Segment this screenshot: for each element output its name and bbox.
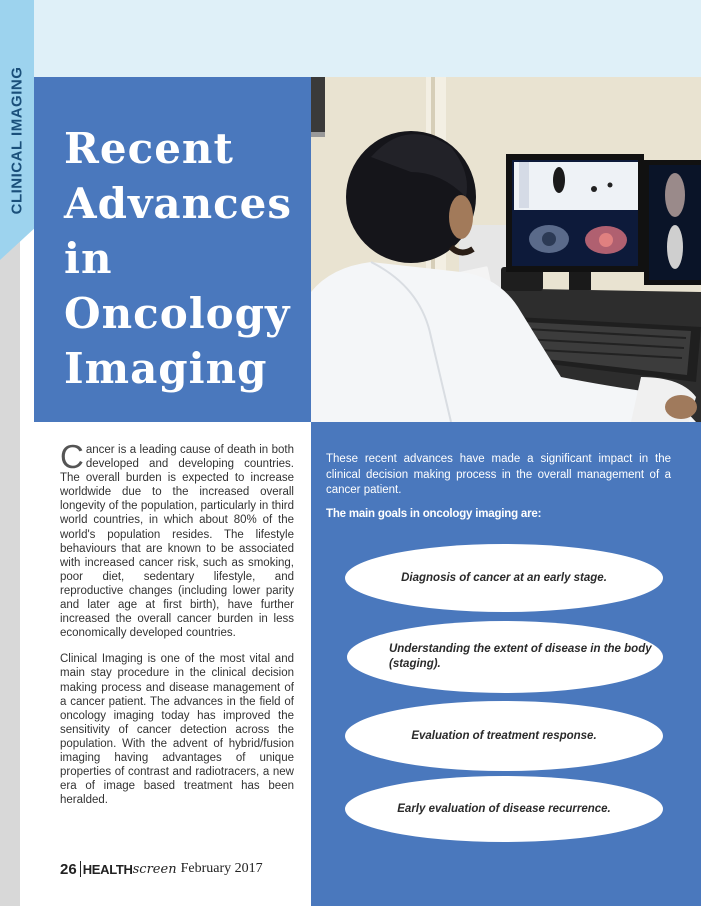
photo-illustration — [311, 77, 701, 422]
body-paragraph: Clinical Imaging is one of the most vital and main stay procedure in the clinical decision making process and disease management of a cancer patient. The advances in the field of oncology imaging today has improved the sensitivity of cancer detection across the population. With the advent of hybrid/fusion imaging having advantages of unique properties of contrast and radiotracers, a new era of image based treatment has been heralded. — [60, 653, 294, 807]
page-footer — [60, 859, 263, 879]
paragraph-text: ancer is a leading cause of death in both developed and developing countries. The overall burden is expected to increase worldwide due to the increased overall longevity of the population, particularly in third world countries, in which about 80% of the world's population resides. The lifestyle behaviours that are known to be associated with increased cancer risk, such as smoking, poor diet, sedentary lifestyle, and reproductive changes (including lower parity and later age at first birth), have further increased the overall cancer burden in less economically developed countries. — [60, 444, 294, 640]
body-paragraph — [60, 438, 294, 640]
magazine-brand-screen: screen — [132, 861, 177, 877]
title-line: in — [64, 234, 113, 283]
goal-oval — [347, 621, 663, 693]
page-title — [64, 121, 314, 396]
title-block — [34, 77, 311, 422]
goal-text: Understanding the extent of disease in the body (staging). — [389, 643, 652, 670]
goal-oval — [345, 776, 663, 842]
right-intro-text: These recent advances have made a significant impact in the clinical decision making process in the overall management of a cancer patient. — [326, 453, 671, 496]
goal-text: Early evaluation of disease recurrence. — [397, 802, 611, 815]
goal-oval — [345, 544, 663, 612]
title-line: Recent — [64, 124, 234, 173]
title-line: Imaging — [64, 344, 268, 393]
title-line: Oncology — [64, 289, 291, 338]
section-label-text: CLINICAL IMAGING — [8, 66, 26, 214]
goal-oval — [345, 701, 663, 771]
magazine-brand-health: HEALTH — [82, 861, 133, 877]
goal-text: Diagnosis of cancer at an early stage. — [401, 571, 607, 584]
doctor-workstation-photo — [311, 77, 701, 422]
goal-text: Evaluation of treatment response. — [411, 729, 597, 742]
issue-date: February 2017 — [180, 861, 263, 876]
footer-divider — [80, 861, 81, 877]
drop-cap: C — [60, 438, 84, 475]
right-panel — [311, 422, 701, 906]
title-line: Advances — [64, 179, 293, 228]
section-label — [2, 60, 32, 220]
body-column — [60, 438, 294, 819]
top-band — [0, 0, 701, 77]
goals-heading: The main goals in oncology imaging are: — [326, 508, 542, 520]
page-number: 26 — [60, 860, 77, 878]
